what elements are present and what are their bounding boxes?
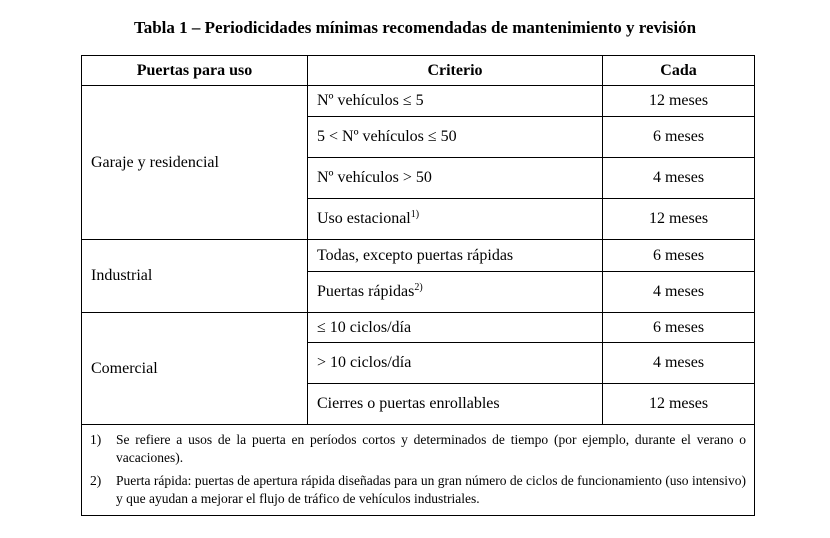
header-row <box>82 56 755 86</box>
cada-cell: 12 meses <box>603 86 755 117</box>
criterio-cell: ≤ 10 ciclos/día <box>308 313 603 343</box>
header-criterio: Criterio <box>308 56 603 86</box>
table-row <box>82 86 755 117</box>
footnote-text: Puerta rápida: puertas de apertura rápida diseñadas para un gran número de ciclos de funcionamiento (uso intensivo) y que ayudan a mejorar el flujo de tráfico de vehículos industriales. <box>116 473 746 506</box>
notes-row <box>82 425 755 516</box>
criterio-cell: Nº vehículos > 50 <box>308 158 603 199</box>
footnote-number: 2) <box>90 473 102 488</box>
cada-cell: 6 meses <box>603 313 755 343</box>
footnote-text: Se refiere a usos de la puerta en períodos cortos y determinados de tiempo (por ejemplo, durante el verano o vacaciones). <box>116 432 746 465</box>
cada-cell: 6 meses <box>603 240 755 272</box>
criterio-cell: Nº vehículos ≤ 5 <box>308 86 603 117</box>
footnote-1 <box>90 431 746 466</box>
footnote-number: 1) <box>90 432 102 447</box>
header-puertas: Puertas para uso <box>82 56 308 86</box>
footnote-ref: 1) <box>410 209 420 220</box>
criterio-cell: 5 < Nº vehículos ≤ 50 <box>308 117 603 158</box>
criterio-cell: > 10 ciclos/día <box>308 343 603 384</box>
category-garaje: Garaje y residencial <box>82 86 308 240</box>
cada-cell: 12 meses <box>603 384 755 425</box>
footnotes <box>82 425 755 516</box>
header-cada: Cada <box>603 56 755 86</box>
table-row <box>82 240 755 272</box>
cada-cell: 4 meses <box>603 272 755 313</box>
criterio-cell: Todas, excepto puertas rápidas <box>308 240 603 272</box>
cada-cell: 4 meses <box>603 158 755 199</box>
cada-cell: 4 meses <box>603 343 755 384</box>
table-title: Tabla 1 – Periodicidades mínimas recomendadas de mantenimiento y revisión <box>133 18 697 37</box>
cada-cell: 12 meses <box>603 199 755 240</box>
criterio-cell: Puertas rápidas$^{2)}$ <box>308 272 603 313</box>
cada-cell: 6 meses <box>603 117 755 158</box>
footnote-ref: 2) <box>414 282 423 293</box>
criterio-cell: Cierres o puertas enrollables <box>308 384 603 425</box>
table-row <box>82 313 755 343</box>
maintenance-table <box>81 55 755 516</box>
category-industrial: Industrial <box>82 240 308 313</box>
footnote-2 <box>90 472 746 507</box>
category-comercial: Comercial <box>82 313 308 425</box>
criterio-cell: Uso estacional$^{1)}$ <box>308 199 603 240</box>
